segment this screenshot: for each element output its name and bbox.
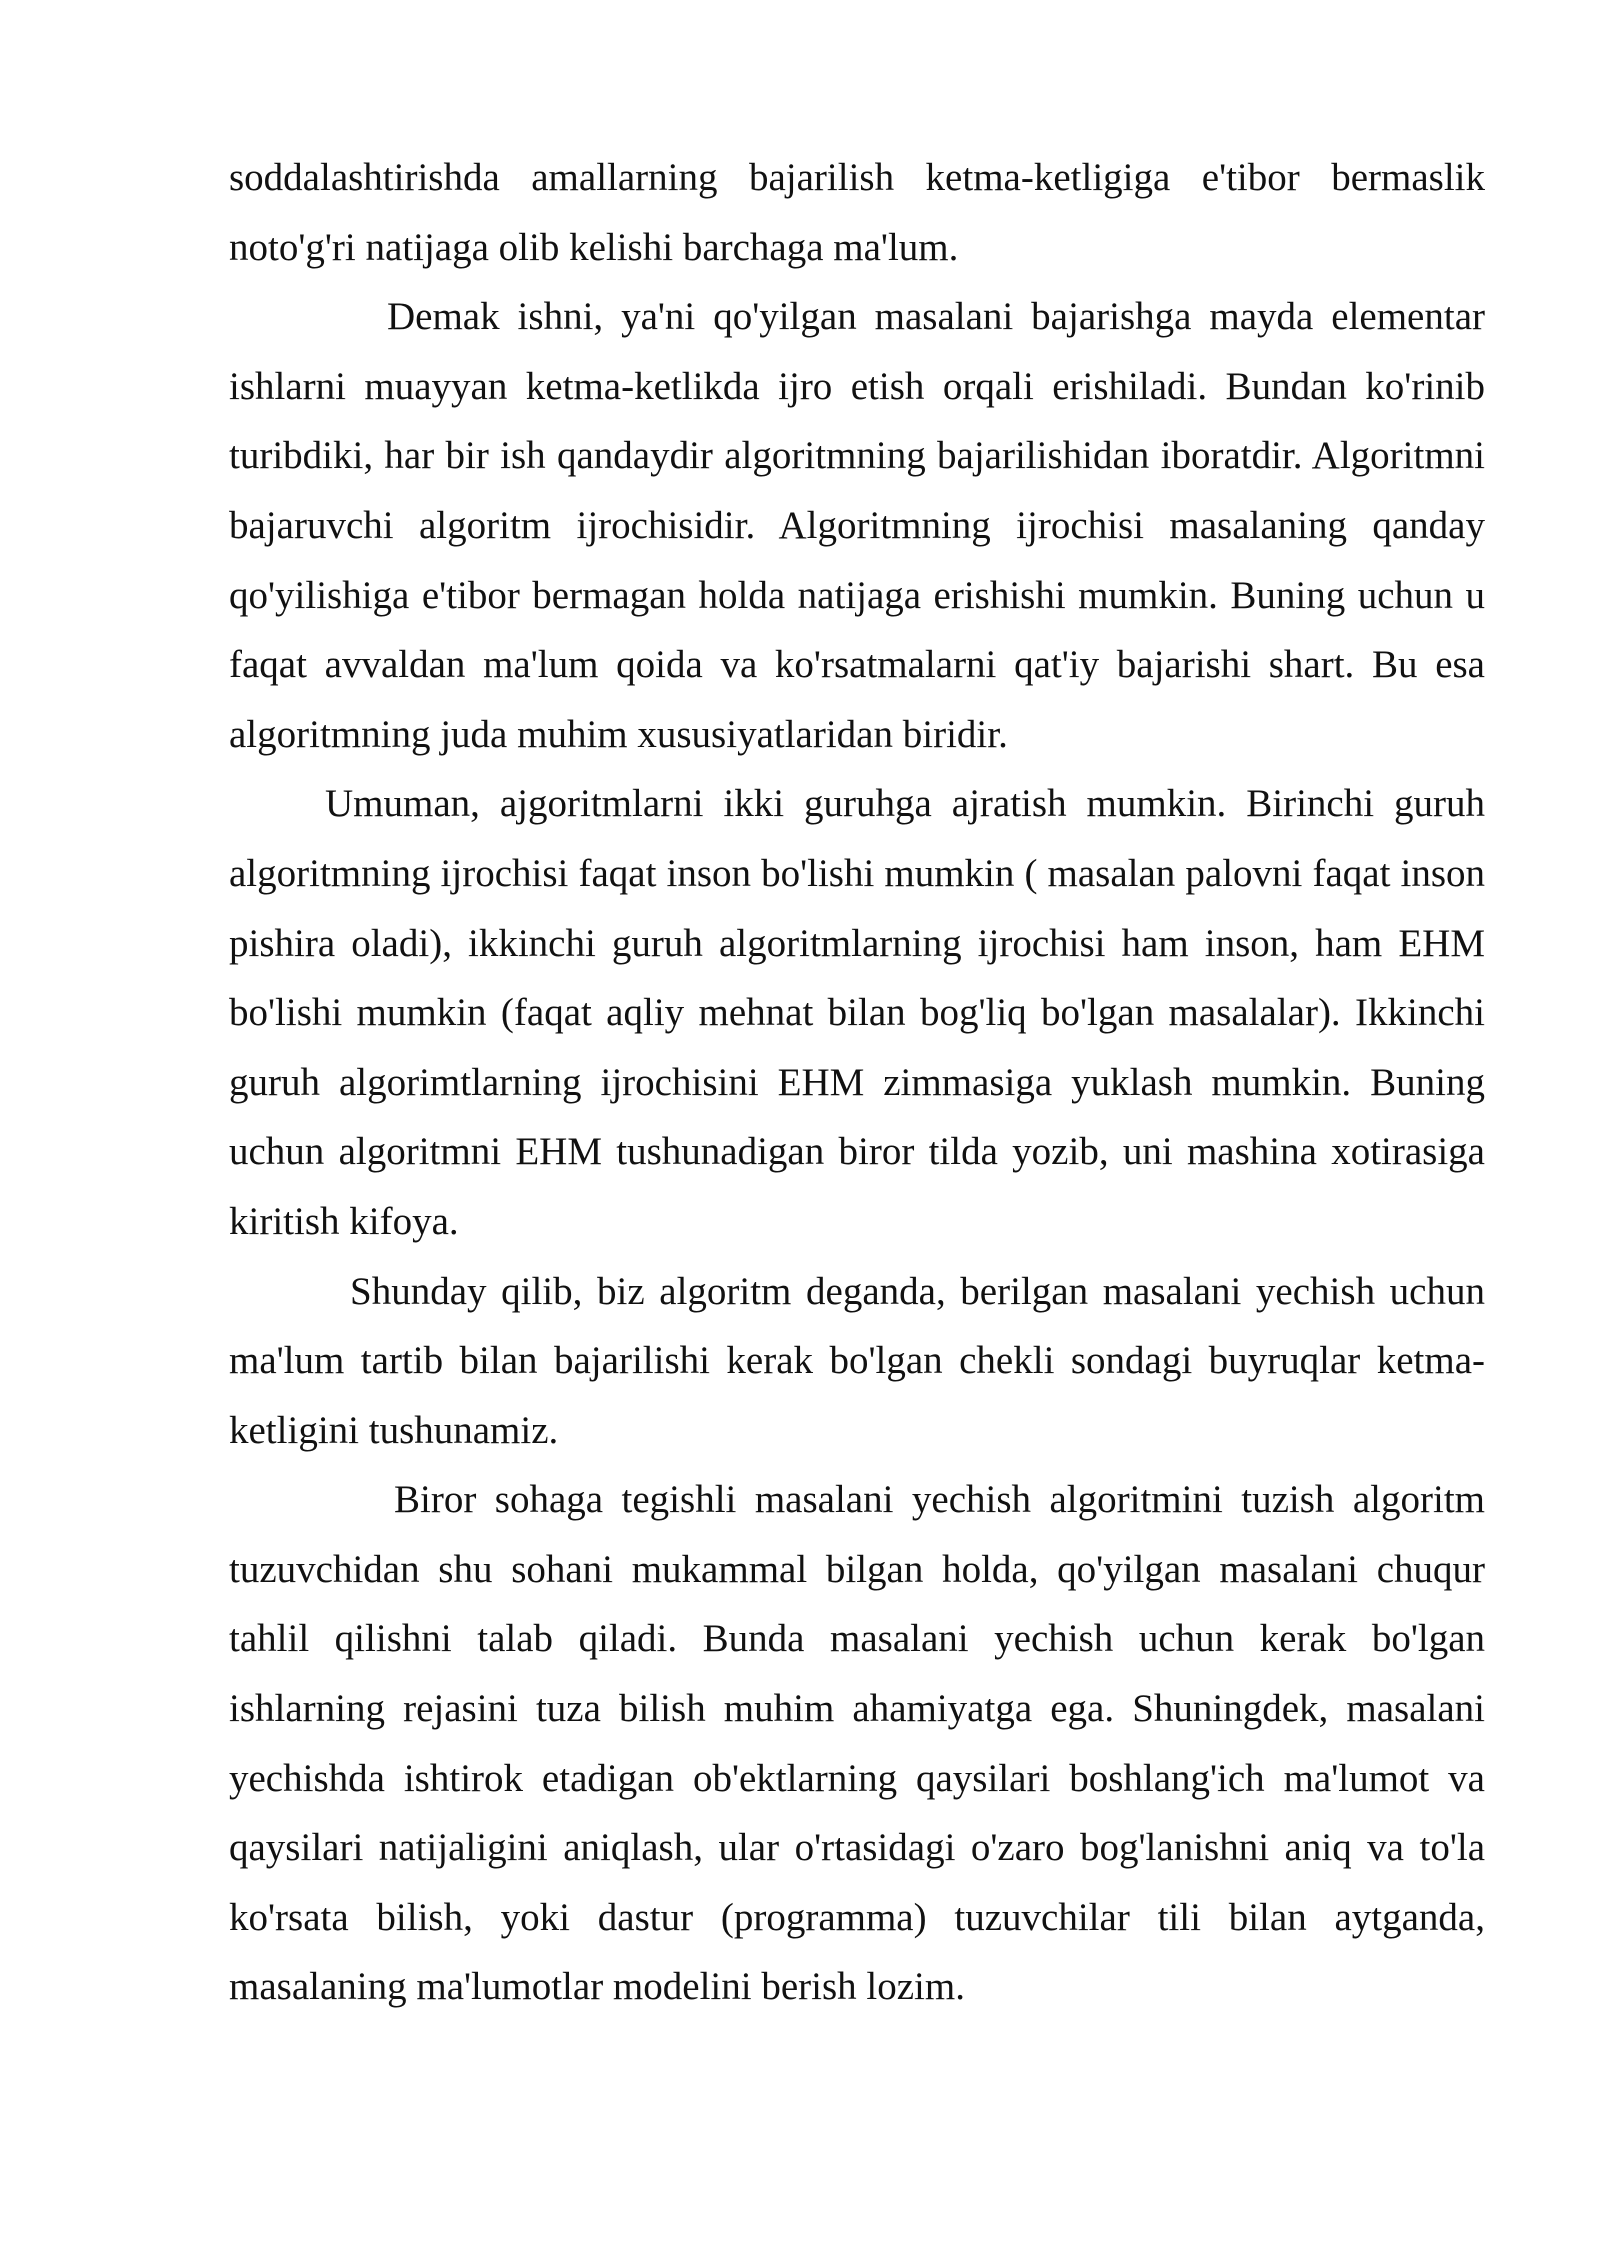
paragraph-algorithm-definition: Shunday qilib, biz algoritm deganda, berilgan masalani yechish uchun ma'lum tartib bilan bajarilishi kerak bo'lgan chekli sondagi buyruqlar ketma-ketligini tushunamiz. xyxy=(229,1269,1485,1452)
paragraph-algorithm-design: Biror sohaga tegishli masalani yechish algoritmini tuzish algoritm tuzuvchidan shu sohani mukammal bilgan holda, qo'yilgan masalani chuqur tahlil qilishni talab qiladi. Bunda masalani yechish uchun kerak bo'lgan ishlarning rejasini tuza bilish muhim ahamiyatga ega. Shuningdek, masalani yechishda ishtirok etadigan ob'ektlarning qaysilari boshlang'ich ma'lumot va qaysilari natijaligini aniqlash, ular o'rtasidagi o'zaro bog'lanishni aniq va to'la ko'rsata bilish, yoki dastur (programma) tuzuvchilar tili bilan aytganda, masalaning ma'lumotlar modelini berish lozim. xyxy=(229,1478,1485,2009)
paragraph-algorithm-executor: Demak ishni, ya'ni qo'yilgan masalani bajarishga mayda elementar ishlarni muayyan ketma-ketlikda ijro etish orqali erishiladi. Bundan ko'rinib turibdiki, har bir ish qandaydir algoritmning bajarilishidan iboratdir. Algoritmni bajaruvchi algoritm ijrochisidir. Algoritmning ijrochisi masalaning qanday qo'yilishiga e'tibor bermagan holda natijaga erishishi mumkin. Buning uchun u faqat avvaldan ma'lum qoida va ko'rsatmalarni qat'iy bajarishi shart. Bu esa algoritmning juda muhim xususiyatlaridan biridir. xyxy=(229,295,1485,756)
paragraph-continuation: soddalashtirishda amallarning bajarilish ketma-ketligiga e'tibor bermaslik noto'g'ri natijaga olib kelishi barchaga ma'lum. xyxy=(229,156,1485,269)
page-body-text xyxy=(229,143,1485,2022)
paragraph-algorithm-groups: Umuman, ajgoritmlarni ikki guruhga ajratish mumkin. Birinchi guruh algoritmning ijrochisi faqat inson bo'lishi mumkin ( masalan palovni faqat inson pishira oladi), ikkinchi guruh algoritmlarning ijrochisi ham inson, ham EHM bo'lishi mumkin (faqat aqliy mehnat bilan bog'liq bo'lgan masalalar). Ikkinchi guruh algorimtlarning ijrochisini EHM zimmasiga yuklash mumkin. Buning uchun algoritmni EHM tushunadigan biror tilda yozib, uni mashina xotirasiga kiritish kifoya. xyxy=(229,782,1485,1243)
